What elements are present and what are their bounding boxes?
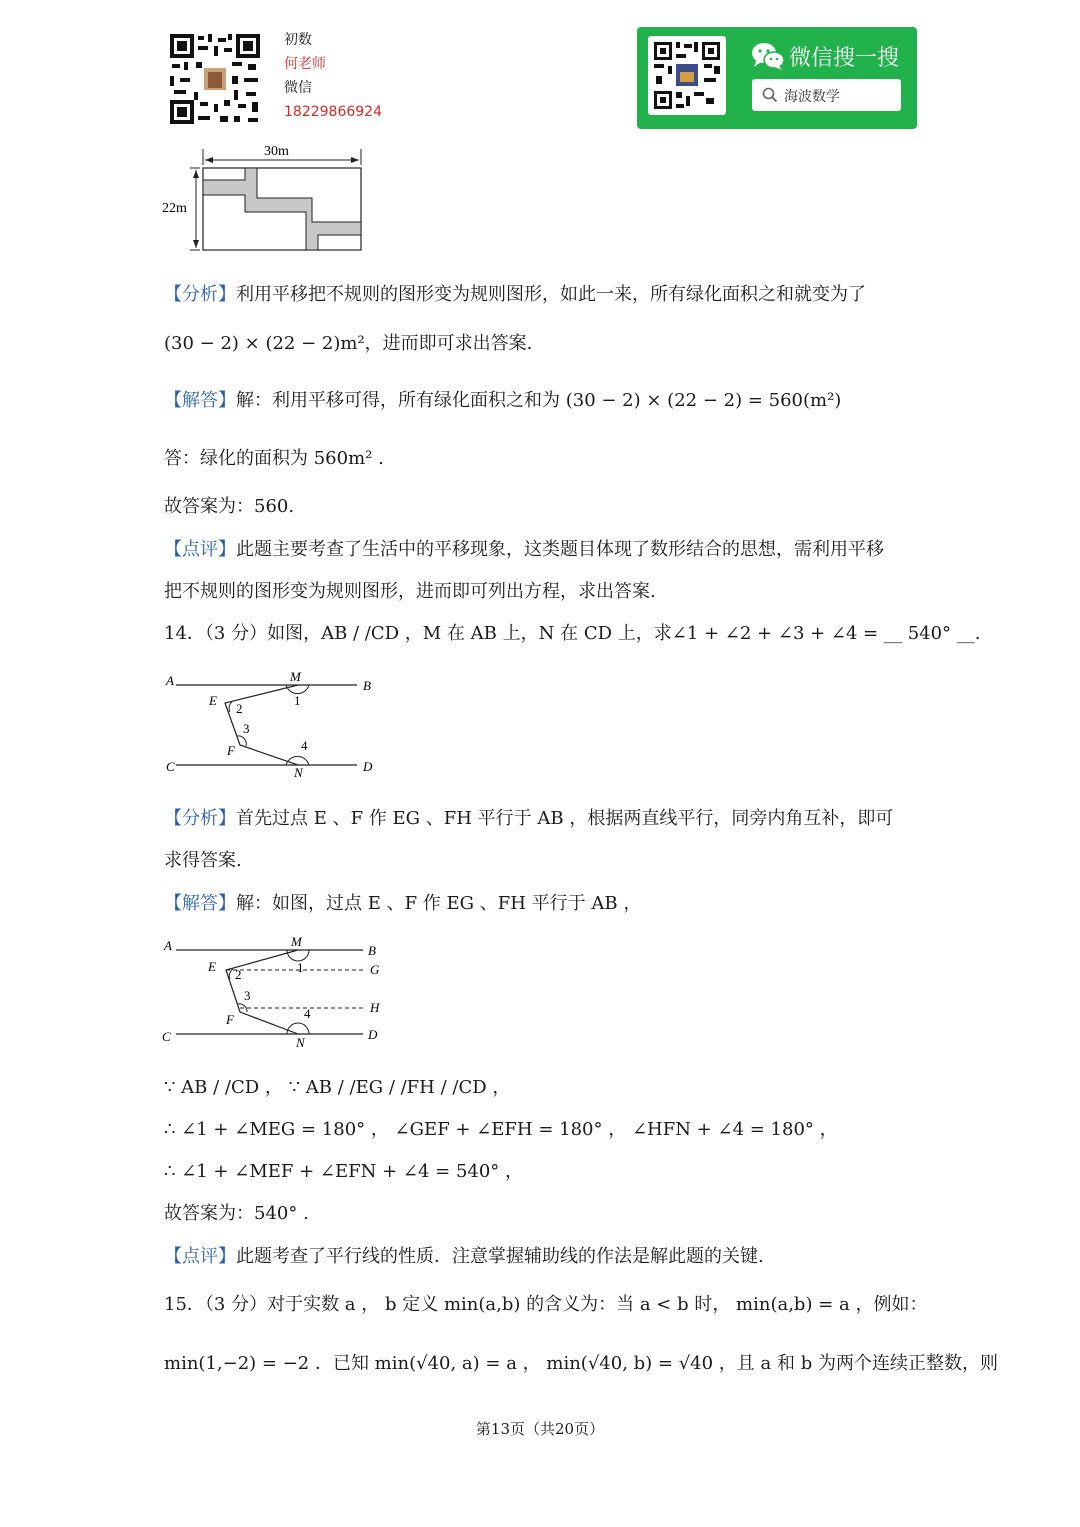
fig14b-label-N: N — [296, 1035, 305, 1050]
figure-parallel-lines — [160, 665, 385, 783]
label-30m: 30m — [264, 144, 289, 159]
fig14-label-A: A — [166, 673, 174, 688]
fig14b-label-D: D — [368, 1027, 378, 1042]
fig14-label-1: 1 — [294, 693, 301, 708]
contact-phone: 18229866924 — [284, 104, 382, 120]
qr-code-left — [168, 32, 262, 126]
q13-comment-line1 — [164, 537, 884, 563]
comment-tag: 【点评】 — [164, 539, 236, 560]
figure-green-area — [160, 140, 370, 255]
search-text: 海波数学 — [784, 89, 840, 105]
fig14b-label-3: 3 — [244, 988, 251, 1003]
comment-tag: 【点评】 — [164, 1246, 236, 1267]
wechat-search-box[interactable] — [752, 79, 901, 111]
q14-analysis-line1 — [164, 806, 893, 832]
fig14b-label-G: G — [370, 962, 380, 977]
wechat-logo-icon — [751, 41, 785, 75]
fig14b-label-4: 4 — [304, 1006, 311, 1021]
q15-line2: min(1,−2) = −2 ．已知 min(√40, a) = a ， min(√40, b) = √40 ，且 a 和 b 为两个连续正整数，则 — [164, 1353, 998, 1374]
fig14-label-3: 3 — [243, 721, 250, 736]
q14-step-3: ∴ ∠1 + ∠MEF + ∠EFN + ∠4 = 540° ， — [164, 1161, 524, 1182]
q13-comment-text1: 此题主要考查了生活中的平移现象，这类题目体现了数形结合的思想，需利用平移 — [236, 539, 884, 560]
figure-parallel-lines-aux — [158, 932, 388, 1052]
q14-comment-text: 此题考查了平行线的性质．注意掌握辅助线的作法是解此题的关键. — [236, 1246, 764, 1267]
fig14-label-D: D — [363, 759, 373, 774]
q14-step-1: ∵ AB / /CD ， ∵ AB / /EG / /FH / /CD ， — [164, 1077, 511, 1098]
fig14-label-M: M — [290, 669, 301, 684]
wechat-search-title: 微信搜一搜 — [789, 46, 900, 71]
q14-step-2: ∴ ∠1 + ∠MEG = 180° ， ∠GEF + ∠EFH = 180° ， ∠HFN + ∠4 = 180° ， — [164, 1119, 838, 1140]
fig14b-label-A: A — [164, 938, 172, 953]
fig14b-label-H: H — [370, 1000, 380, 1015]
page-number: 第13页（共20页） — [475, 1420, 605, 1438]
q14-step-4: 故答案为：540° . — [164, 1203, 309, 1224]
q13-analysis-text1: 利用平移把不规则的图形变为规则图形，如此一来，所有绿化面积之和就变为了 — [236, 284, 866, 305]
answer-tag: 【解答】 — [164, 390, 236, 411]
fig14b-label-1: 1 — [297, 960, 304, 975]
label-22m: 22m — [162, 201, 187, 216]
qr-code-right — [648, 36, 726, 115]
contact-info — [284, 28, 382, 124]
q13-answer-line — [164, 388, 841, 414]
fig14b-label-2: 2 — [235, 967, 242, 982]
fig14b-label-E: E — [208, 959, 216, 974]
search-icon — [762, 87, 778, 107]
q14-comment-line — [164, 1244, 764, 1270]
q14-analysis-text1: 首先过点 E 、F 作 EG 、FH 平行于 AB ，根据两直线平行，同旁内角互补，即可 — [236, 808, 894, 829]
fig14b-label-B: B — [368, 943, 376, 958]
q15-line1: 15．（3 分）对于实数 a ， b 定义 min(a,b) 的含义为：当 a < b 时， min(a,b) = a ，例如： — [164, 1294, 928, 1315]
contact-name: 何老师 — [284, 56, 326, 72]
q14-answer-line — [164, 891, 641, 917]
fig14-label-F: F — [227, 743, 235, 758]
q13-analysis-line1 — [164, 282, 866, 308]
q13-analysis-text2: (30 − 2) × (22 − 2)m²，进而即可求出答案. — [164, 333, 533, 354]
fig14-label-4: 4 — [301, 738, 308, 753]
q13-answer-text: 解：利用平移可得，所有绿化面积之和为 (30 − 2) × (22 − 2) = 560(m²) — [236, 390, 842, 411]
fig14-label-E: E — [209, 693, 217, 708]
fig14b-label-M: M — [291, 934, 302, 949]
fig14-label-B: B — [363, 678, 371, 693]
q13-comment-text2: 把不规则的图形变为规则图形，进而即可列出方程，求出答案. — [164, 581, 656, 602]
fig14-label-2: 2 — [236, 701, 243, 716]
fig14-label-C: C — [166, 759, 175, 774]
analysis-tag: 【分析】 — [164, 284, 236, 305]
fig14b-label-C: C — [162, 1029, 171, 1044]
q13-answer-line2: 答：绿化的面积为 560m² . — [164, 448, 384, 469]
q14-answer-text: 解：如图，过点 E 、F 作 EG 、FH 平行于 AB ， — [236, 893, 642, 914]
wechat-search-banner[interactable] — [637, 27, 917, 129]
q13-answer-line3: 故答案为：560. — [164, 496, 295, 517]
fig14b-label-F: F — [226, 1012, 234, 1027]
analysis-tag: 【分析】 — [164, 808, 236, 829]
answer-tag: 【解答】 — [164, 893, 236, 914]
q14-question: 14．（3 分）如图，AB / /CD ，M 在 AB 上，N 在 CD 上，求∠1 + ∠2 + ∠3 + ∠4 = __ 540° __. — [164, 623, 981, 644]
contact-line-3: 微信 — [284, 80, 312, 96]
contact-line-1: 初数 — [284, 32, 312, 48]
fig14-label-N: N — [294, 765, 303, 780]
q14-analysis-text2: 求得答案. — [164, 850, 242, 871]
